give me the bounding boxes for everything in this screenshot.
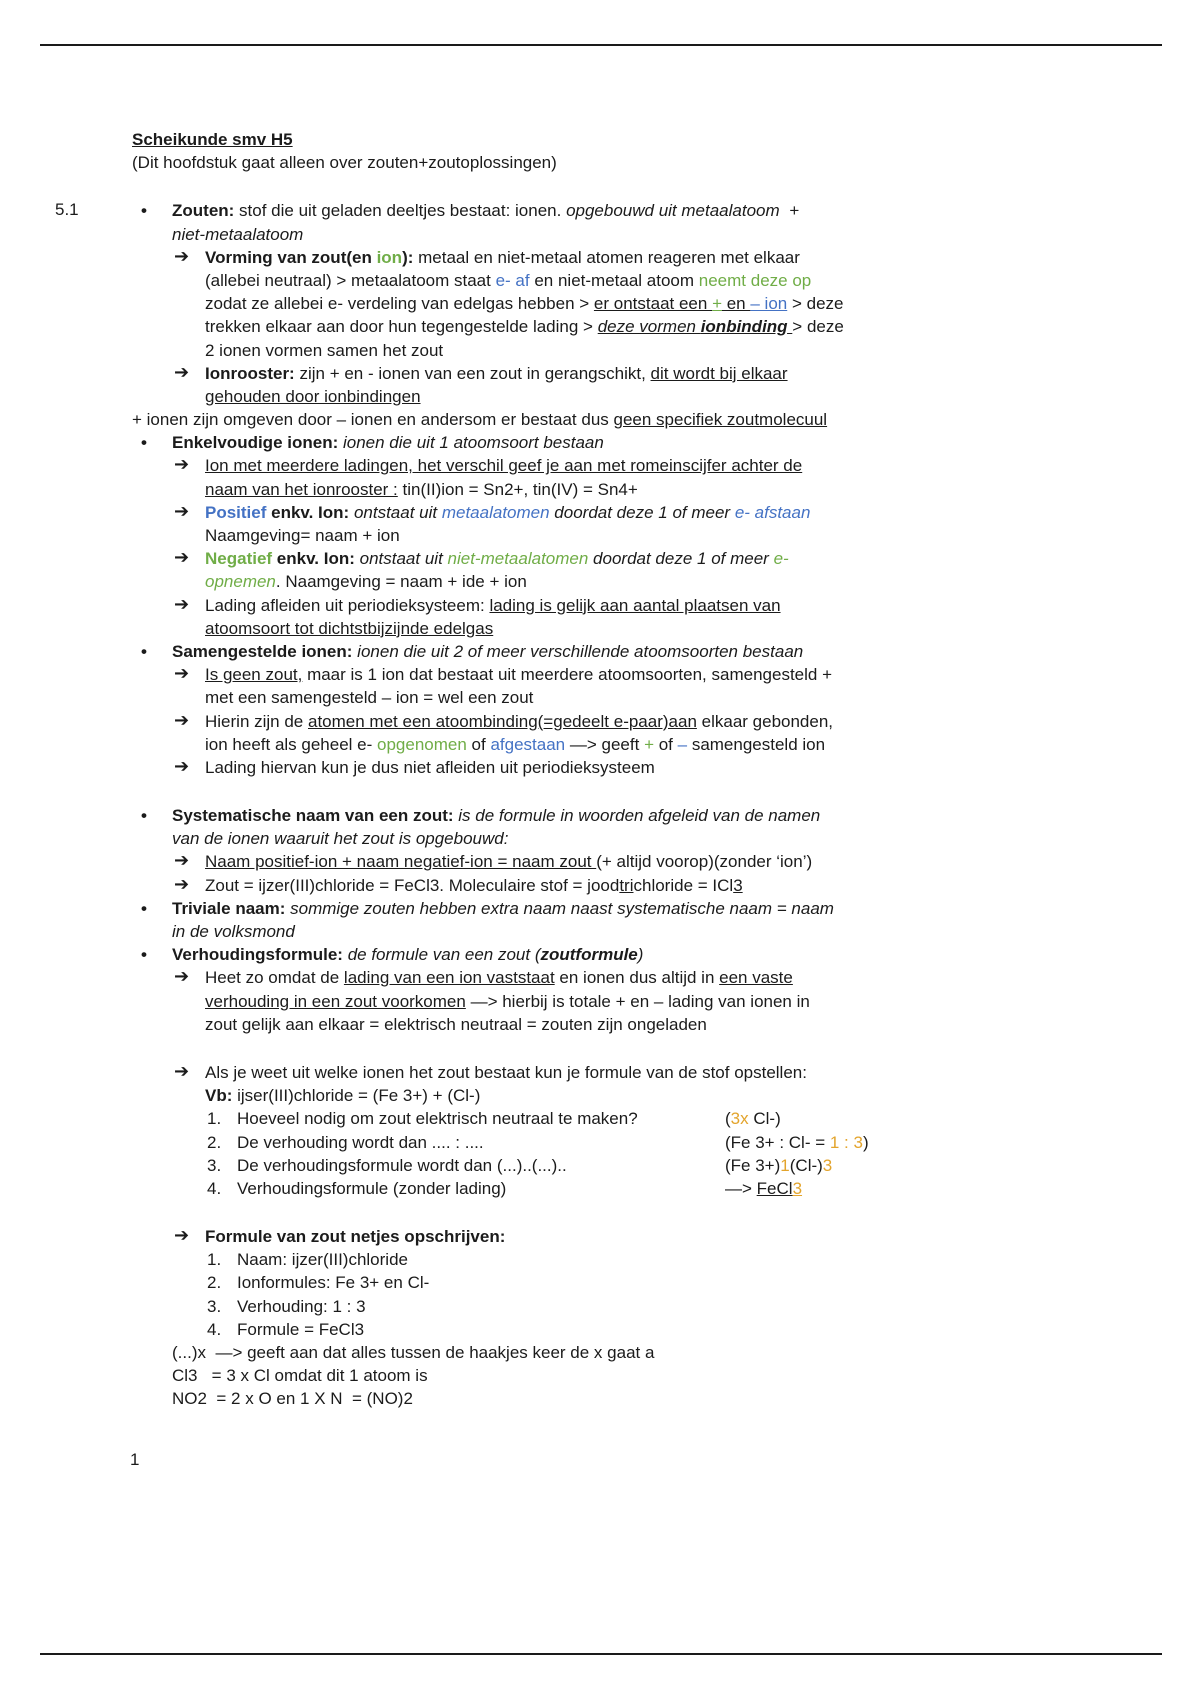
text-segment: Verhoudingsformule (zonder lading) xyxy=(237,1178,507,1198)
text-segment: metaal en niet-metaal atomen reageren met elkaar xyxy=(413,247,800,267)
text-segment: De verhoudingsformule wordt dan (...)..(...).. xyxy=(237,1155,567,1175)
text-segment: Samengestelde ionen: xyxy=(172,641,353,661)
text-line xyxy=(130,850,1175,873)
text-segment: ( xyxy=(725,1109,731,1129)
list-number: 3. xyxy=(207,1296,222,1316)
text-line xyxy=(130,804,1175,827)
arrow-icon: ➔ xyxy=(174,593,190,614)
list-number: 1. xyxy=(207,1109,222,1129)
text-segment: Ionformules: Fe 3+ en Cl- xyxy=(237,1273,430,1293)
arrow-icon: ➔ xyxy=(174,500,190,521)
text-segment: (...)x —> geeft aan dat alles tussen de haakjes keer de x gaat a xyxy=(172,1343,655,1362)
text-line xyxy=(130,943,1175,966)
text-line xyxy=(130,292,1175,315)
arrow-icon: ➔ xyxy=(174,873,190,894)
text-line xyxy=(130,640,1175,663)
text-line xyxy=(130,408,1175,431)
text-segment: ion xyxy=(376,247,403,267)
text-segment: atomen met een atoombinding(=gedeelt e-paar)aan xyxy=(308,711,697,731)
text-segment: Enkelvoudige ionen: xyxy=(172,433,339,453)
text-segment: 3x xyxy=(730,1109,749,1129)
text-line xyxy=(130,362,1175,385)
text-segment: Ionrooster: xyxy=(205,363,295,383)
text-line xyxy=(130,246,1175,269)
text-line xyxy=(130,663,1175,686)
text-segment: – ion xyxy=(750,294,788,314)
text-segment: lading van een ion vaststaat xyxy=(343,968,555,988)
text-segment: ontstaat uit xyxy=(359,549,448,569)
text-line xyxy=(130,990,1175,1013)
text-segment: een vaste xyxy=(719,968,793,988)
arrow-icon: ➔ xyxy=(174,709,190,730)
text-segment: Cl-) xyxy=(748,1109,781,1129)
text-line xyxy=(130,454,1175,477)
text-segment: lading is gelijk aan aantal plaatsen van xyxy=(489,595,781,615)
bullet-icon: • xyxy=(141,433,147,453)
text-segment: ontstaat uit xyxy=(353,502,442,522)
section-number-label: 5.1 xyxy=(55,200,79,219)
text-segment: De verhouding wordt dan .... : .... xyxy=(237,1132,484,1152)
arrow-icon: ➔ xyxy=(174,1225,190,1246)
text-segment: tri xyxy=(619,875,634,895)
doc-title xyxy=(130,128,1175,151)
text-line xyxy=(130,1177,1175,1200)
list-number: 4. xyxy=(207,1178,222,1198)
arrow-icon: ➔ xyxy=(174,547,190,568)
text-line xyxy=(130,1061,1175,1084)
arrow-icon: ➔ xyxy=(174,454,190,475)
text-line xyxy=(130,920,1175,943)
document-body xyxy=(130,128,1175,1411)
text-segment: —> geeft xyxy=(565,734,645,754)
text-segment: Triviale naam: xyxy=(172,898,286,918)
text-segment: 3 xyxy=(822,1155,833,1175)
text-segment: e- af xyxy=(495,270,530,290)
text-segment: e- afstaan xyxy=(734,502,811,522)
text-line xyxy=(130,1225,1175,1248)
text-line xyxy=(130,1131,1175,1154)
list-number: 2. xyxy=(207,1273,222,1293)
text-line xyxy=(130,431,1175,454)
arrow-icon: ➔ xyxy=(174,663,190,684)
text-segment: maar is 1 ion dat bestaat uit meerdere atoomsoorten, samengesteld + xyxy=(302,665,832,685)
page-bottom-rule xyxy=(40,1653,1162,1655)
text-segment: Vorming van zout(en xyxy=(205,247,377,267)
text-line xyxy=(130,174,1175,199)
text-segment: ionen die uit 2 of meer verschillende atoomsoorten bestaan xyxy=(357,641,804,661)
text-line xyxy=(130,223,1175,246)
text-segment: opgenomen xyxy=(377,734,467,754)
text-segment: samengesteld ion xyxy=(687,734,826,754)
text-line xyxy=(130,1364,1175,1387)
text-segment: dit wordt bij elkaar xyxy=(650,363,788,383)
bullet-icon: • xyxy=(141,201,147,221)
text-segment: Is geen zout, xyxy=(205,665,303,685)
text-segment: atoomsoort tot dichtstbijzijnde edelgas xyxy=(205,618,494,638)
text-line xyxy=(130,478,1175,501)
text-line xyxy=(130,1084,1175,1107)
text-line xyxy=(130,1271,1175,1294)
text-segment: of xyxy=(654,734,678,754)
text-segment: Formule = FeCl3 xyxy=(237,1319,365,1339)
text-segment: Scheikunde smv H5 xyxy=(132,130,293,149)
text-segment: 2 ionen vormen samen het zout xyxy=(205,340,444,360)
text-segment: NO2 = 2 x O en 1 X N = (NO)2 xyxy=(172,1389,413,1409)
text-segment: Zout = ijzer(III)chloride = FeCl3. Moleculaire stof = jood xyxy=(205,875,620,895)
list-number: 3. xyxy=(207,1155,222,1175)
text-segment: ionbinding xyxy=(700,317,788,337)
text-segment: Vb: xyxy=(205,1086,233,1106)
text-line xyxy=(130,874,1175,897)
text-segment: Positief xyxy=(205,502,267,522)
text-segment: (Dit hoofdstuk gaat alleen over zouten+zoutoplossingen) xyxy=(132,153,557,173)
text-segment: 1 : 3 xyxy=(829,1132,863,1152)
text-segment: enkv. Ion: xyxy=(266,502,350,522)
text-segment: de formule van een zout ( xyxy=(347,945,541,965)
bullet-icon: • xyxy=(141,898,147,918)
text-segment: tin(II)ion = Sn2+, tin(IV) = Sn4+ xyxy=(397,479,638,499)
text-line xyxy=(130,1248,1175,1271)
text-segment: geen specifiek zoutmolecuul xyxy=(613,410,828,430)
text-segment: ijser(III)chloride = (Fe 3+) + (Cl-) xyxy=(232,1086,481,1106)
text-segment: met een samengesteld – ion = wel een zout xyxy=(205,688,534,708)
inline-annotation xyxy=(725,1177,802,1200)
page-number: 1 xyxy=(130,1450,140,1469)
text-line xyxy=(130,733,1175,756)
arrow-icon: ➔ xyxy=(174,245,190,266)
page-top-rule xyxy=(40,44,1162,46)
text-segment: Naam positief-ion + naam negatief-ion = naam zout xyxy=(205,852,597,872)
text-line xyxy=(130,827,1175,850)
text-segment: en ionen dus altijd in xyxy=(554,968,720,988)
list-number: 1. xyxy=(207,1250,222,1270)
text-segment: 1 xyxy=(780,1155,790,1175)
text-segment: afgestaan xyxy=(490,734,566,754)
text-line xyxy=(130,524,1175,547)
text-segment: zodat ze allebei e- verdeling van edelgas hebben > xyxy=(205,294,594,314)
text-line xyxy=(130,1295,1175,1318)
text-segment: niet-metaalatoom xyxy=(172,224,304,244)
text-line xyxy=(130,686,1175,709)
text-line xyxy=(130,1107,1175,1130)
text-segment: (+ altijd voorop)(zonder ‘ion’) xyxy=(596,852,813,872)
text-segment: (Fe 3+) xyxy=(725,1155,781,1175)
text-line xyxy=(130,501,1175,524)
text-segment: en xyxy=(722,294,751,314)
text-segment: er ontstaat een xyxy=(593,294,713,314)
bullet-icon: • xyxy=(141,945,147,965)
text-line xyxy=(130,594,1175,617)
text-segment: ) xyxy=(862,1132,869,1152)
text-segment: + xyxy=(712,294,722,314)
text-segment: metaalatomen xyxy=(441,502,550,522)
text-segment: niet-metaalatomen xyxy=(447,549,589,569)
text-segment: deze vormen xyxy=(597,317,701,337)
bullet-icon: • xyxy=(141,806,147,826)
text-segment: > deze xyxy=(792,317,844,337)
inline-annotation xyxy=(725,1107,781,1130)
text-segment: opnemen xyxy=(205,572,276,592)
text-segment: —> xyxy=(725,1178,757,1198)
text-segment: 3 xyxy=(792,1178,803,1198)
text-segment: verhouding in een zout voorkomen xyxy=(205,991,466,1011)
text-segment: in de volksmond xyxy=(172,922,295,941)
text-segment: (allebei neutraal) > metaalatoom staat xyxy=(205,270,496,290)
text-line xyxy=(130,1387,1175,1410)
text-segment: ) xyxy=(637,945,644,965)
text-line xyxy=(130,1036,1175,1061)
list-number: 4. xyxy=(207,1319,222,1339)
text-segment: Negatief xyxy=(205,549,273,569)
text-segment: Naam: ijzer(III)chloride xyxy=(237,1250,408,1270)
text-segment: (Fe 3+ : Cl- = xyxy=(725,1132,830,1152)
text-segment: trekken elkaar aan door hun tegengestelde lading > xyxy=(205,317,598,337)
text-line xyxy=(130,710,1175,733)
text-segment: > deze xyxy=(787,294,844,314)
text-segment: van de ionen waaruit het zout is opgebouwd: xyxy=(172,829,509,849)
text-segment: Heet zo omdat de xyxy=(205,968,344,988)
text-segment: FeCl xyxy=(756,1178,793,1198)
text-line xyxy=(130,1154,1175,1177)
text-segment: e- xyxy=(773,549,789,569)
text-line xyxy=(130,199,1175,222)
text-segment: is de formule in woorden afgeleid van de namen xyxy=(458,806,821,826)
text-line xyxy=(130,897,1175,920)
inline-annotation xyxy=(725,1154,832,1177)
text-segment: stof die uit geladen deeltjes bestaat: ionen. xyxy=(234,201,567,221)
text-segment: ): xyxy=(402,247,414,267)
arrow-icon: ➔ xyxy=(174,966,190,987)
text-segment: opgebouwd uit metaalatoom + xyxy=(566,201,800,221)
text-segment: —> hierbij is totale + en – lading van ionen in xyxy=(465,991,810,1011)
text-segment: (Cl-) xyxy=(789,1155,823,1175)
text-line xyxy=(130,339,1175,362)
text-line xyxy=(130,756,1175,779)
text-segment: ion heeft als geheel e- xyxy=(205,734,378,754)
text-segment: Lading hiervan kun je dus niet afleiden uit periodieksysteem xyxy=(205,757,655,777)
text-segment: Zouten: xyxy=(172,201,235,221)
text-segment: Ion met meerdere ladingen, het verschil geef je aan met romeinscijfer achter de xyxy=(205,456,803,476)
text-segment: doordat deze 1 of meer xyxy=(549,502,735,522)
text-segment: Lading afleiden uit periodieksysteem: xyxy=(205,595,490,615)
text-line xyxy=(130,1200,1175,1225)
text-segment: en niet-metaal atoom xyxy=(529,270,699,290)
text-segment: chloride = ICl xyxy=(633,875,734,895)
text-segment: Cl3 = 3 x Cl omdat dit 1 atoom is xyxy=(172,1366,428,1386)
text-segment: doordat deze 1 of meer xyxy=(588,549,774,569)
text-segment: – xyxy=(677,734,688,754)
text-line xyxy=(130,1318,1175,1341)
text-segment: Als je weet uit welke ionen het zout bestaat kun je formule van de stof opstellen: xyxy=(205,1062,807,1082)
text-segment: gehouden door ionbindingen xyxy=(205,386,421,406)
text-segment: ionen die uit 1 atoomsoort bestaan xyxy=(342,433,604,453)
text-line xyxy=(130,385,1175,408)
text-line xyxy=(130,1341,1175,1364)
text-segment: Systematische naam van een zout: xyxy=(172,806,454,826)
text-segment: + xyxy=(644,734,654,754)
text-line xyxy=(130,315,1175,338)
text-line xyxy=(130,617,1175,640)
text-segment: zout gelijk aan elkaar = elektrisch neutraal = zouten zijn ongeladen xyxy=(205,1014,707,1034)
text-segment: zoutformule xyxy=(540,945,638,965)
arrow-icon: ➔ xyxy=(174,850,190,871)
text-segment: enkv. Ion: xyxy=(272,549,355,569)
text-segment: sommige zouten hebben extra naam naast systematische naam = naam xyxy=(290,898,834,918)
text-segment: . Naamgeving = naam + ide + ion xyxy=(275,572,527,592)
text-segment: Formule van zout netjes opschrijven: xyxy=(205,1227,506,1247)
arrow-icon: ➔ xyxy=(174,755,190,776)
text-line xyxy=(130,779,1175,804)
text-segment: Verhoudingsformule: xyxy=(172,945,343,965)
text-segment: Hoeveel nodig om zout elektrisch neutraal te maken? xyxy=(237,1109,638,1129)
text-line xyxy=(130,570,1175,593)
text-line xyxy=(130,269,1175,292)
arrow-icon: ➔ xyxy=(174,1060,190,1081)
text-segment: of xyxy=(466,734,491,754)
list-number: 2. xyxy=(207,1132,222,1152)
text-segment: naam van het ionrooster : xyxy=(205,479,398,499)
text-segment: elkaar gebonden, xyxy=(696,711,834,731)
bullet-icon: • xyxy=(141,641,147,661)
text-segment: neemt deze op xyxy=(698,270,812,290)
arrow-icon: ➔ xyxy=(174,361,190,382)
doc-subtitle xyxy=(130,151,1175,174)
text-segment: Verhouding: 1 : 3 xyxy=(237,1296,366,1316)
inline-annotation xyxy=(725,1131,869,1154)
text-line xyxy=(130,966,1175,989)
text-line xyxy=(130,547,1175,570)
text-segment: zijn + en - ionen van een zout in gerangschikt, xyxy=(294,363,651,383)
text-segment: Hierin zijn de xyxy=(205,711,308,731)
text-line xyxy=(130,1013,1175,1036)
text-segment: + ionen zijn omgeven door – ionen en andersom er bestaat dus xyxy=(132,410,614,430)
text-segment: 3 xyxy=(733,875,743,895)
text-segment: Naamgeving= naam + ion xyxy=(205,526,400,545)
